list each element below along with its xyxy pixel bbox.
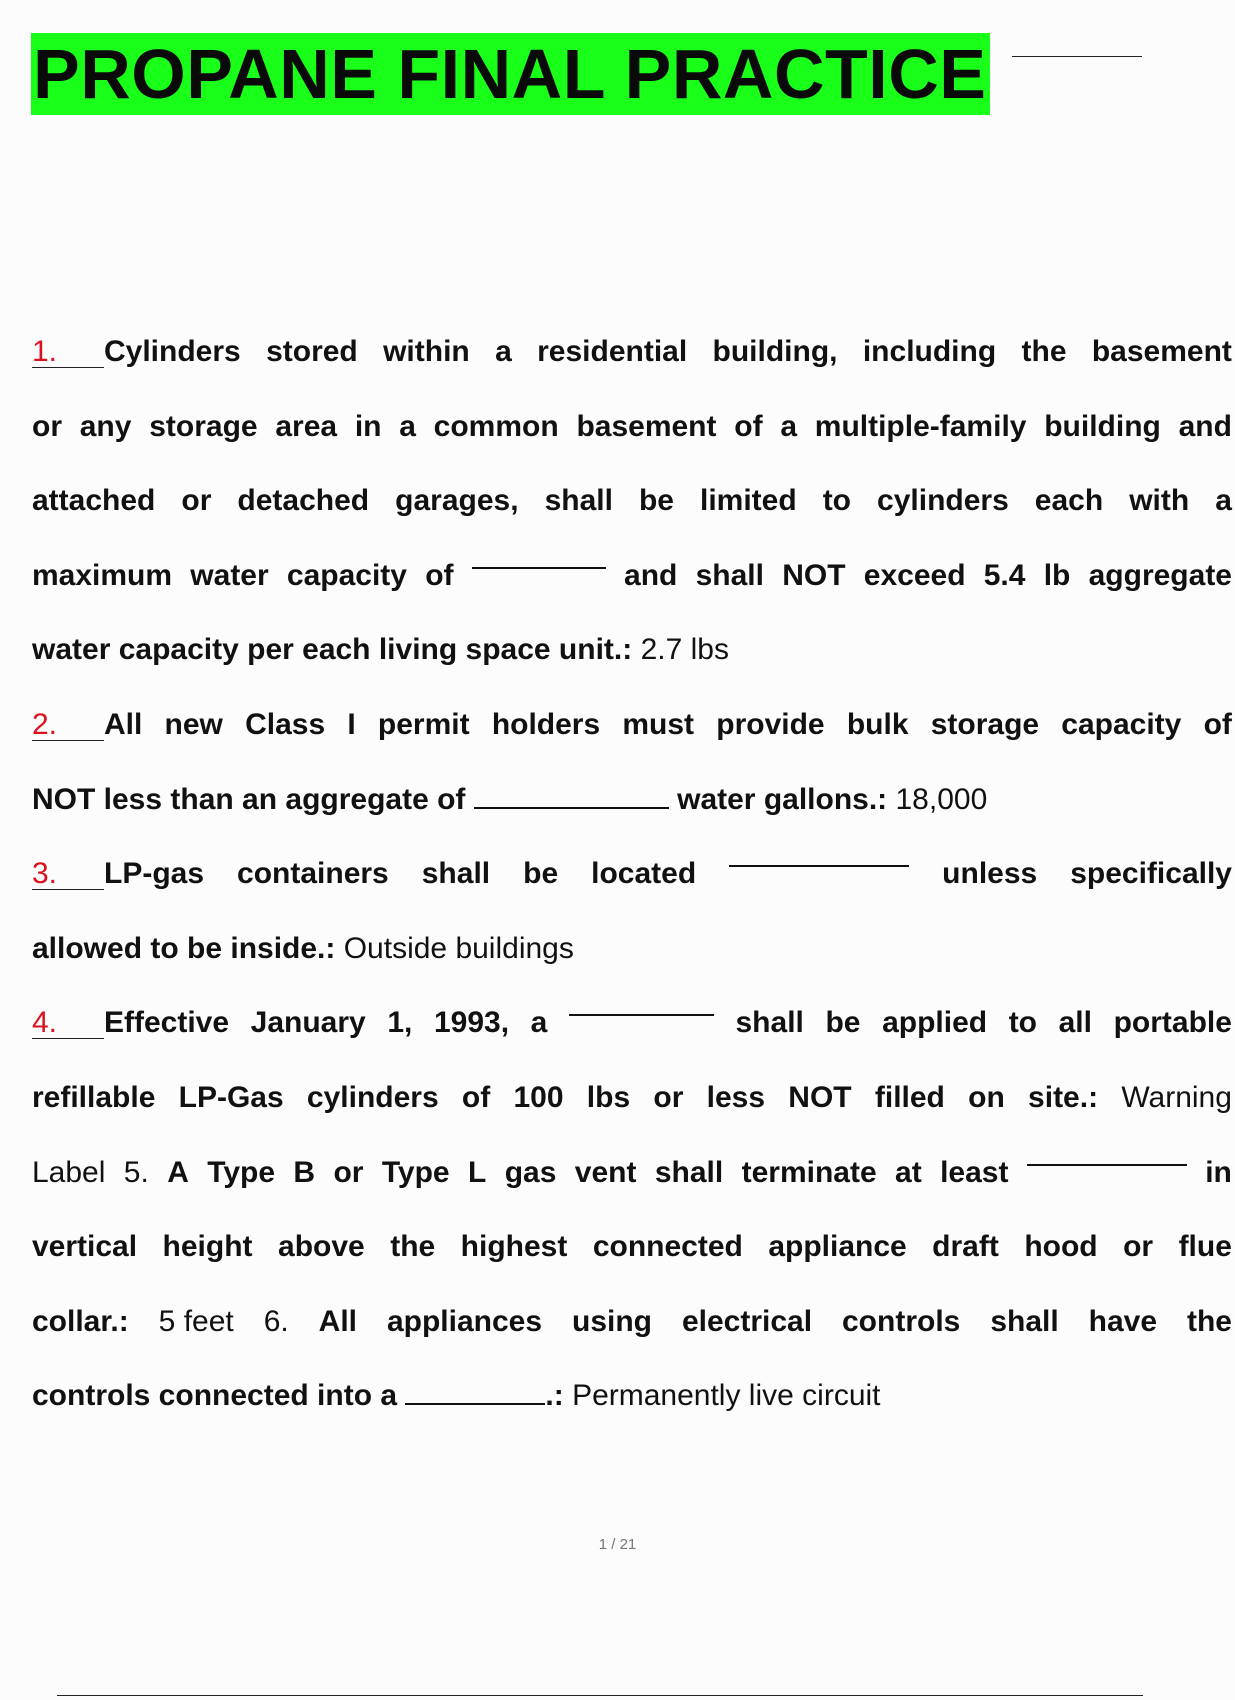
q1-line-4-word: and [624, 558, 678, 592]
q6-line-1-number: 6. [263, 1304, 289, 1338]
q1-line-3-word: detached [237, 484, 370, 518]
q5-line-1-word: terminate [741, 1155, 877, 1189]
q6-line-1-word: appliances [386, 1304, 543, 1338]
q1-line-2-word: building [1044, 409, 1161, 443]
q1-line-3-word: attached [32, 484, 156, 518]
q1-line-4-blank [472, 539, 606, 569]
q4-line-1 [32, 986, 1232, 1061]
q1-line-2-word: in [354, 409, 382, 443]
q5-line-2-word: hood [1024, 1230, 1098, 1264]
q6-line-1 [32, 1285, 1232, 1360]
q5-line-1-word: shall [654, 1155, 724, 1189]
q1-line-4-word: lb [1043, 558, 1071, 592]
q1-line-2-word: basement [576, 409, 717, 443]
q5-line-2-word: above [278, 1230, 365, 1264]
q1-line-4-word: aggregate [1088, 558, 1232, 592]
q1-line-3-word: be [638, 484, 674, 518]
q2-line-1-word: must [622, 707, 695, 741]
q3-line-1-numbered-word [32, 837, 204, 912]
q1-line-2-word: a [399, 409, 416, 443]
q1-line-1-word: including [862, 335, 997, 368]
q4-line-2-word: less [706, 1080, 766, 1114]
q1-line-4-word: water [190, 558, 269, 592]
q5-line-2-word: highest [460, 1230, 568, 1264]
q1-line-1-word: within [383, 335, 470, 368]
q1-line-2-word: storage [149, 409, 258, 443]
q4-line-2 [32, 1061, 1232, 1136]
q1-line-1-word: the [1021, 335, 1067, 368]
q4-line-2-word: refillable [32, 1080, 156, 1114]
q5-line-1-word: L [468, 1155, 487, 1189]
page-title: PROPANE FINAL PRACTICE [31, 33, 990, 115]
q4-line-2-word: 100 [513, 1080, 564, 1114]
q4-line-1-word: January [250, 1006, 366, 1040]
q2-answer: 18,000 [895, 782, 988, 816]
q6-line-1-lead-answer: 5 feet [158, 1304, 234, 1338]
q4-line-2-word: filled [874, 1080, 945, 1114]
q1-line-3-word: cylinders [877, 484, 1009, 518]
q4-line-2-word: or [653, 1080, 684, 1114]
q2-text-b: water gallons.: [677, 782, 888, 816]
q4-line-1-question-number: 4. [32, 1008, 104, 1039]
q4-line-1-word: shall [735, 1006, 804, 1040]
q4-line-1-word: be [825, 1006, 861, 1040]
q1-line-1-word: building, [712, 335, 838, 368]
q1-line-1-word: stored [266, 335, 358, 368]
q2-line-2 [32, 763, 1200, 838]
q1-line-2-word: and [1178, 409, 1232, 443]
q1-line-4-word: 5.4 [983, 558, 1026, 592]
q3-line-1-word: containers [237, 857, 389, 891]
q3-line-2 [32, 912, 1200, 987]
q5-line-2-word: height [162, 1230, 253, 1264]
q1-line-4-word: exceed [863, 558, 966, 592]
q1-line-3-word: a [1215, 484, 1232, 518]
q5-line-1-lead-answer: Label [32, 1155, 106, 1189]
q4-line-1-word: 1993, [433, 1006, 510, 1040]
q3-line-1-word: shall [421, 857, 491, 891]
q3-line-1-word: unless [942, 857, 1038, 891]
q1-line-5 [32, 613, 1200, 688]
document-title-block [31, 33, 990, 115]
q1-line-3-word: each [1034, 484, 1104, 518]
q3-line-1-word: located [591, 857, 697, 891]
q4-line-1-word: 1, [387, 1006, 413, 1040]
q6-answer: Permanently live circuit [572, 1379, 881, 1413]
q1-line-1-numbered-word [32, 315, 241, 390]
q4-line-2-answer: Warning [1121, 1080, 1232, 1114]
q5-line-1-word: vent [574, 1155, 637, 1189]
q1-line-1-word: a [495, 335, 512, 368]
page-bottom-rule [57, 1695, 1143, 1696]
q2-line-1-word: new [164, 707, 223, 741]
q4-line-1-numbered-word [32, 986, 229, 1061]
q4-line-2-word: on [968, 1080, 1005, 1114]
q1-line-2-word: any [79, 409, 132, 443]
q1-line-1-word: basement [1091, 335, 1232, 368]
q5-line-1-word: gas [504, 1155, 557, 1189]
q2-line-1-word: Class [245, 707, 326, 741]
q6-text-a: controls connected into a [32, 1379, 398, 1413]
q5-line-2-word: draft [932, 1230, 999, 1264]
q2-line-1-word: permit [377, 707, 470, 741]
q1-line-2-word: of [734, 409, 763, 443]
q5-line-2-word: connected [592, 1230, 743, 1264]
q2-line-1 [32, 688, 1232, 763]
q4-line-1-word: portable [1113, 1006, 1232, 1040]
q3-answer: Outside buildings [343, 931, 574, 965]
q5-line-1-word: B [293, 1155, 316, 1189]
q4-line-1-word: applied [882, 1006, 988, 1040]
q3-line-1-blank [729, 837, 909, 867]
q5-line-1-word: in [1205, 1155, 1232, 1189]
q4-line-1-word: all [1058, 1006, 1092, 1040]
q2-line-1-word: All [104, 707, 143, 741]
q5-line-1-blank [1027, 1136, 1187, 1166]
q3-line-1-word: LP-gas [104, 857, 205, 891]
q4-line-2-word: LP-Gas [178, 1080, 284, 1114]
q1-text-end: water capacity per each living space unit.: [32, 633, 633, 667]
q5-line-1 [32, 1136, 1232, 1211]
q2-line-1-word: bulk [846, 707, 909, 741]
q2-line-1-numbered-word [32, 688, 142, 763]
q1-line-2 [32, 390, 1232, 465]
q6-line-1-word: All [318, 1304, 358, 1338]
q1-answer: 2.7 lbs [640, 633, 729, 667]
q6-line-1-word: have [1088, 1304, 1158, 1338]
q4-line-1-blank [569, 986, 714, 1016]
q4-line-2-word: NOT [788, 1080, 852, 1114]
q4-line-2-word: cylinders [306, 1080, 439, 1114]
q4-line-1-word: to [1008, 1006, 1038, 1040]
q6-line-1-word: electrical [681, 1304, 813, 1338]
q1-line-4-word: capacity [286, 558, 407, 592]
q6-line-1-word: using [572, 1304, 652, 1338]
q1-line-3-word: limited [699, 484, 797, 518]
q5-line-1-word: or [333, 1155, 364, 1189]
q1-line-3-word: shall [544, 484, 613, 518]
q1-line-2-word: common [433, 409, 559, 443]
q4-line-1-word: a [530, 1006, 548, 1040]
q6-line-1-lead-text: collar.: [32, 1304, 129, 1338]
q1-line-3-word: or [181, 484, 212, 518]
q3-line-1-word: specifically [1070, 857, 1232, 891]
q3-text-end: allowed to be inside.: [32, 931, 336, 965]
q1-line-3-word: to [822, 484, 852, 518]
q5-line-1-word: Type [381, 1155, 450, 1189]
q5-line-1-word: at [895, 1155, 922, 1189]
q1-line-1-word: Cylinders [104, 335, 241, 368]
page-indicator: 1 / 21 [598, 1536, 637, 1553]
q3-line-1-question-number: 3. [32, 859, 104, 890]
q1-line-4-word: shall [695, 558, 764, 592]
q4-line-2-word: site.: [1028, 1080, 1099, 1114]
q5-line-2-word: vertical [32, 1230, 138, 1264]
q6-line-1-word: shall [990, 1304, 1059, 1338]
q5-line-2-word: appliance [768, 1230, 907, 1264]
q1-line-3 [32, 464, 1232, 539]
q4-line-2-word: of [461, 1080, 491, 1114]
q3-line-1 [32, 837, 1232, 912]
q4-line-2-word: lbs [586, 1080, 631, 1114]
q5-line-1-word: A [167, 1155, 189, 1189]
q2-line-1-question-number: 2. [32, 710, 104, 741]
q6-line-2 [32, 1359, 1200, 1434]
q6-blank [405, 1375, 545, 1405]
q1-line-4-word: maximum [32, 558, 173, 592]
q1-line-1 [32, 315, 1232, 390]
q1-line-1-word: residential [537, 335, 688, 368]
q1-line-4-word: of [425, 558, 454, 592]
q5-line-1-number: 5. [123, 1155, 149, 1189]
q2-line-1-word: of [1203, 707, 1232, 741]
q2-line-1-word: provide [716, 707, 825, 741]
q3-line-1-word: be [523, 857, 559, 891]
q5-line-2 [32, 1210, 1232, 1285]
q6-text-b: .: [545, 1379, 564, 1413]
q5-line-1-word: least [940, 1155, 1009, 1189]
q1-line-3-word: with [1129, 484, 1190, 518]
q1-line-2-word: a [780, 409, 798, 443]
q6-line-1-word: controls [842, 1304, 961, 1338]
title-rule [1012, 56, 1142, 57]
q1-line-2-word: or [32, 409, 62, 443]
q5-line-2-word: flue [1178, 1230, 1232, 1264]
q2-line-1-word: I [347, 707, 356, 741]
q1-line-4 [32, 539, 1232, 614]
q5-line-2-word: or [1123, 1230, 1154, 1264]
q1-line-2-word: area [275, 409, 338, 443]
q4-line-1-word: Effective [104, 1006, 230, 1040]
q1-line-4-word: NOT [782, 558, 846, 592]
q1-line-1-question-number: 1. [32, 337, 104, 368]
q2-text-a: NOT less than an aggregate of [32, 782, 466, 816]
q2-line-1-word: capacity [1061, 707, 1182, 741]
q2-line-1-word: holders [491, 707, 601, 741]
question-list [32, 315, 1232, 1434]
q5-line-2-word: the [390, 1230, 436, 1264]
q2-line-1-word: storage [930, 707, 1040, 741]
q1-line-2-word: multiple-family [814, 409, 1027, 443]
q5-line-1-word: Type [207, 1155, 276, 1189]
q6-line-1-word: the [1186, 1304, 1232, 1338]
q2-blank [474, 779, 669, 809]
q1-line-3-word: garages, [395, 484, 519, 518]
